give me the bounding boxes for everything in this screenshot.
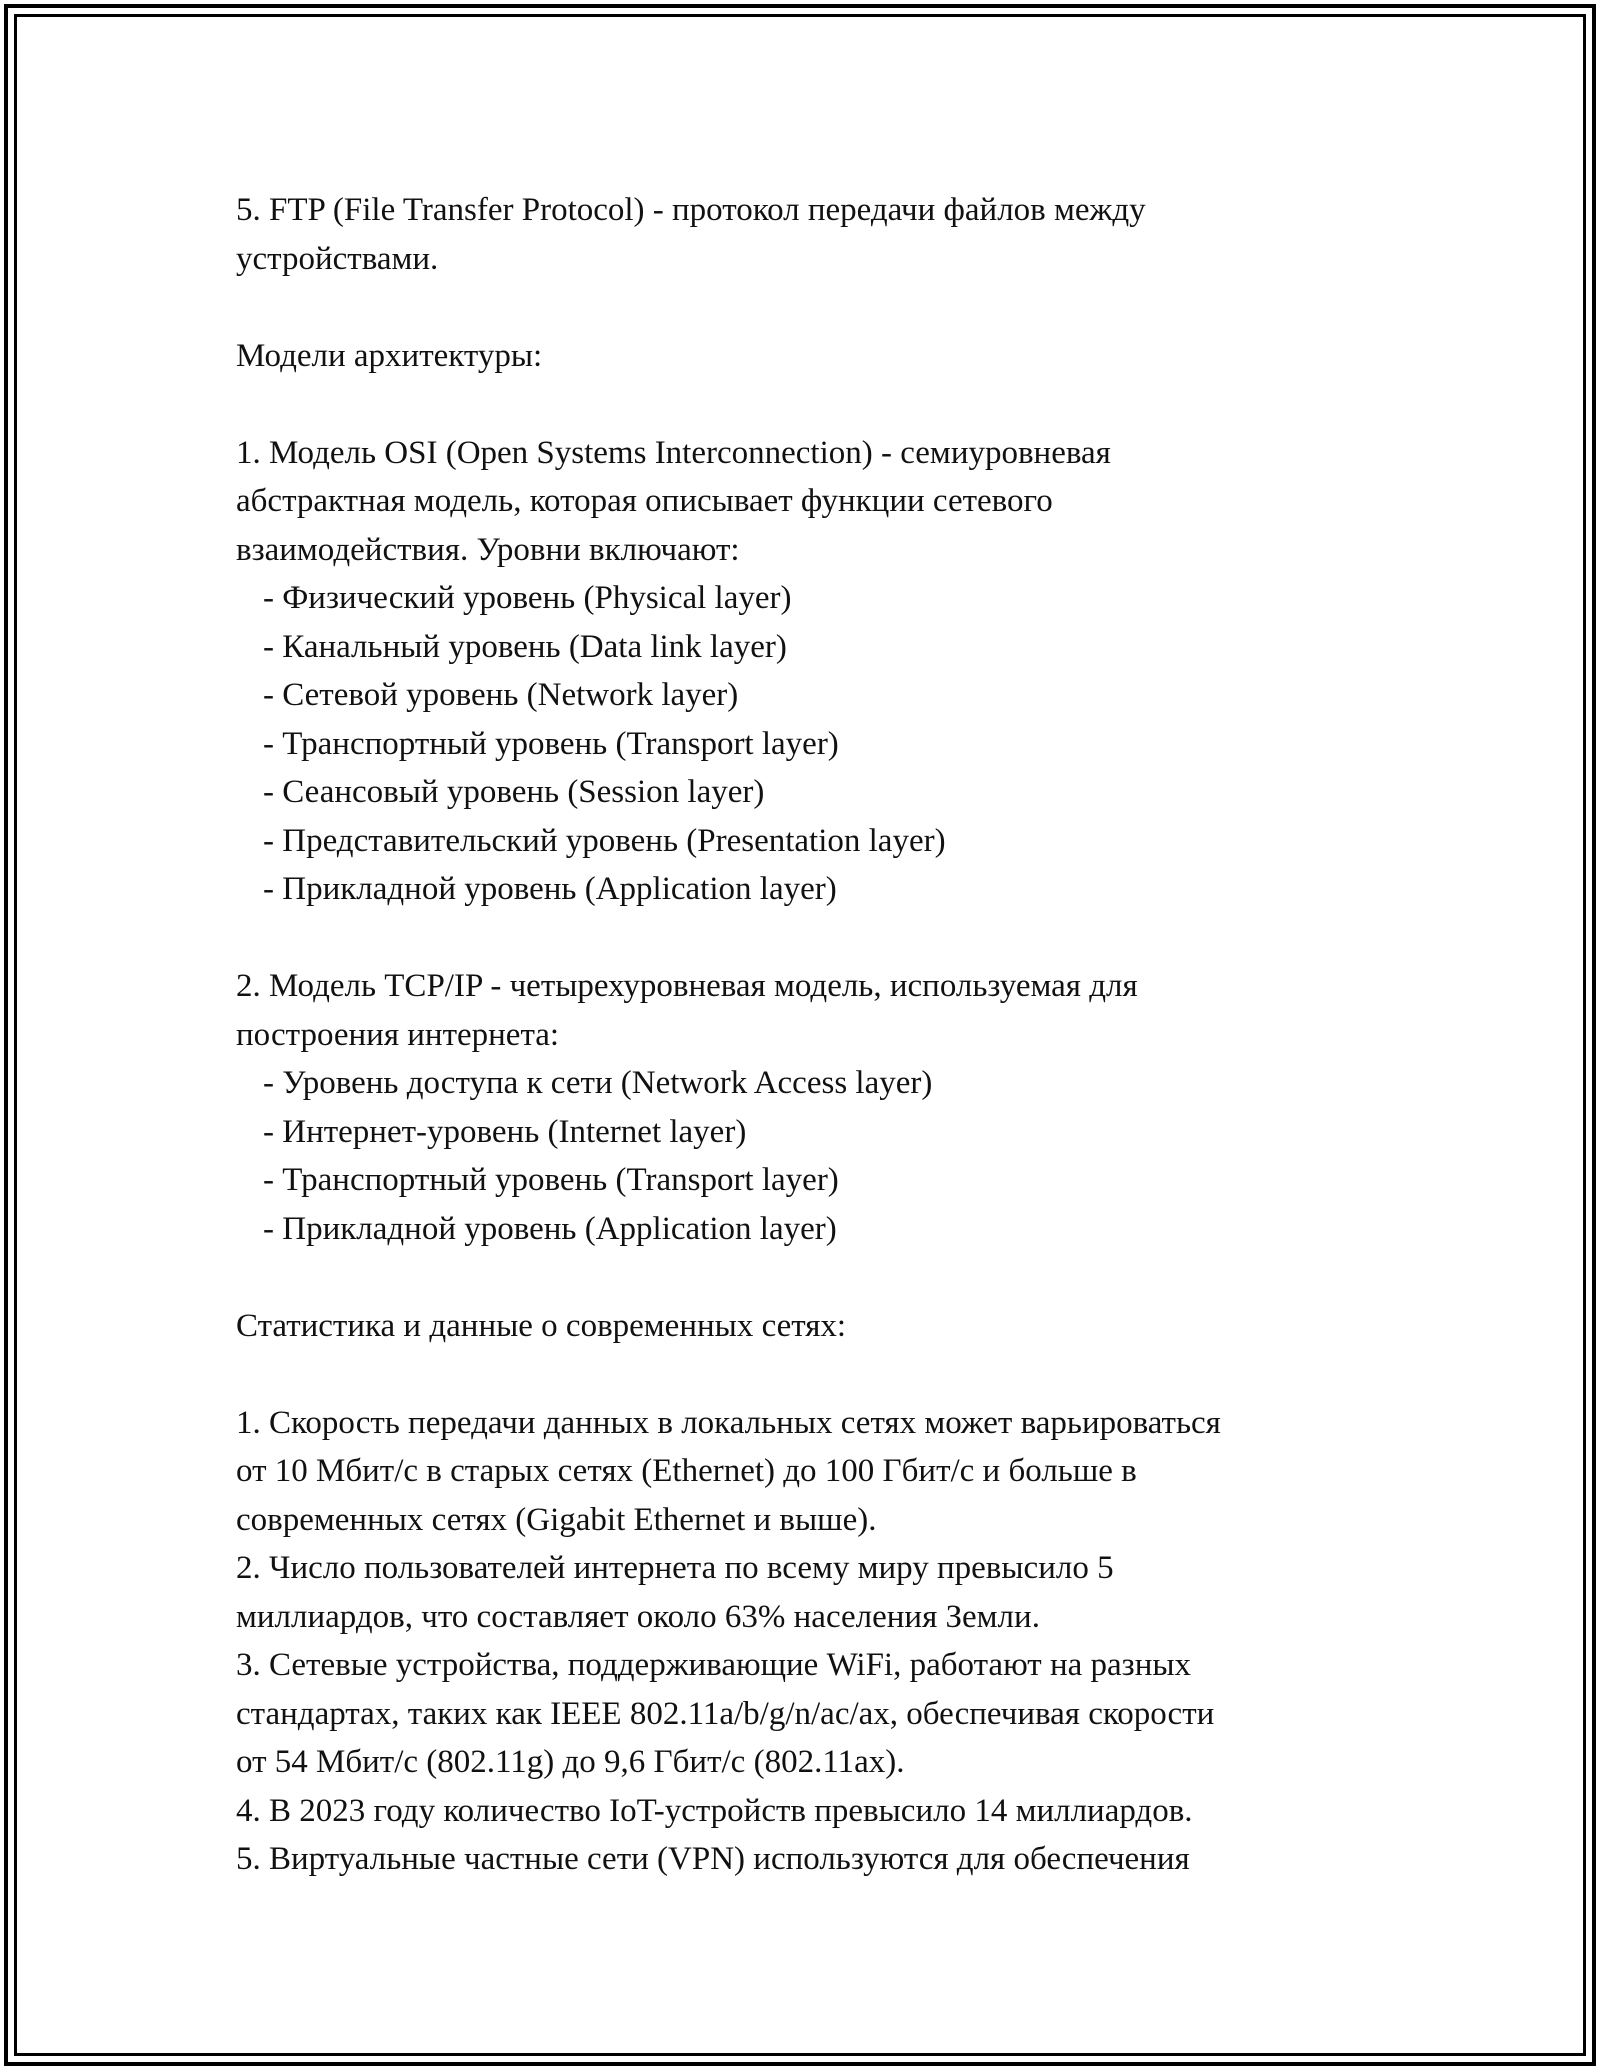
list-item: - Сеансовый уровень (Session layer) [263, 774, 765, 810]
paragraph-spacer [236, 1253, 1396, 1302]
list-item: - Сетевой уровень (Network layer) [263, 677, 739, 713]
text-line: от 10 Мбит/с в старых сетях (Ethernet) до 100 Гбит/с и больше в [236, 1453, 1137, 1489]
list-item: - Канальный уровень (Data link layer) [263, 628, 787, 665]
tcpip-layers-list [236, 1059, 1396, 1253]
text-line: построения интернета: [236, 1016, 560, 1053]
text-line: 1. Модель OSI (Open Systems Interconnection) - семиуровневая [236, 434, 1111, 471]
document-body [236, 186, 1396, 1884]
text-line: стандартах, таких как IEEE 802.11a/b/g/n/ac/ax, обеспечивая скорости [236, 1695, 1215, 1732]
list-item: - Транспортный уровень (Transport layer) [263, 1162, 839, 1198]
text-line: 5. Виртуальные частные сети (VPN) используются для обеспечения [236, 1841, 1190, 1877]
paragraph-spacer [236, 914, 1396, 963]
text-line: 2. Число пользователей интернета по всему миру превысило 5 [236, 1550, 1114, 1586]
paragraph-spacer [236, 283, 1396, 332]
text-line: 1. Скорость передачи данных в локальных сетях может варьироваться [236, 1404, 1221, 1441]
text-line: 5. FTP (File Transfer Protocol) - протокол передачи файлов между [236, 192, 1146, 228]
text-line: абстрактная модель, которая описывает функции сетевого [236, 483, 1053, 519]
text-line: 2. Модель TCP/IP - четырехуровневая модель, используемая для [236, 968, 1138, 1004]
list-item: - Прикладной уровень (Application layer) [263, 1210, 837, 1247]
list-item: - Интернет-уровень (Internet layer) [263, 1113, 747, 1150]
osi-model-paragraph [236, 429, 1396, 914]
text-line: взаимодействия. Уровни включают: [236, 531, 740, 568]
text-line: 3. Сетевые устройства, поддерживающие WiFi, работают на разных [236, 1647, 1192, 1683]
list-item: - Прикладной уровень (Application layer) [263, 871, 837, 907]
text-line: от 54 Мбит/с (802.11g) до 9,6 Гбит/с (802.11ax). [236, 1744, 905, 1780]
paragraph-spacer [236, 380, 1396, 429]
text-line: 4. В 2023 году количество IoT-устройств превысило 14 миллиардов. [236, 1792, 1193, 1829]
tcpip-model-paragraph [236, 962, 1396, 1253]
list-item: - Физический уровень (Physical layer) [263, 580, 792, 616]
text-line: современных сетях (Gigabit Ethernet и выше). [236, 1501, 877, 1538]
text-line: Статистика и данные о современных сетях: [236, 1307, 847, 1344]
list-item: - Представительский уровень (Presentation layer) [263, 822, 946, 859]
statistics-paragraph [236, 1399, 1396, 1884]
ftp-paragraph [236, 186, 1396, 283]
architecture-models-heading [236, 332, 1396, 381]
text-line: Модели архитектуры: [236, 337, 543, 374]
list-item: - Транспортный уровень (Transport layer) [263, 725, 839, 762]
statistics-heading [236, 1302, 1396, 1351]
text-line: миллиардов, что составляет около 63% населения Земли. [236, 1598, 1040, 1635]
text-line: устройствами. [236, 240, 439, 277]
osi-layers-list [236, 574, 1396, 914]
paragraph-spacer [236, 1350, 1396, 1399]
list-item: - Уровень доступа к сети (Network Access layer) [263, 1065, 933, 1101]
